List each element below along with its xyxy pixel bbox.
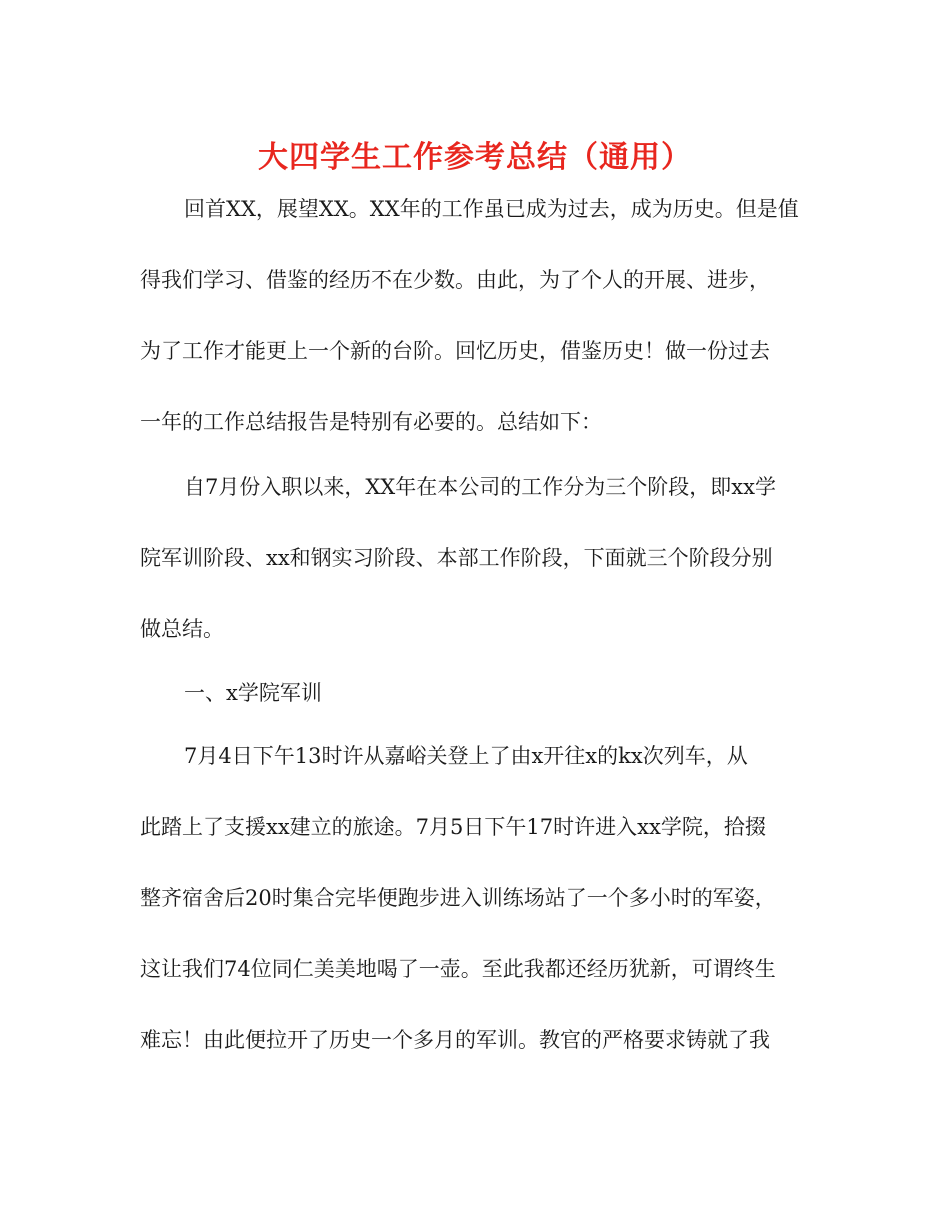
section-heading: 一、x学院军训 xyxy=(184,681,322,705)
paragraph-line: 做总结。 xyxy=(140,617,224,641)
paragraph-line: 难忘！由此便拉开了历史一个多月的军训。教官的严格要求铸就了我 xyxy=(140,1028,770,1052)
document-title: 大四学生工作参考总结（通用） xyxy=(258,140,692,175)
paragraph-line: 得我们学习、借鉴的经历不在少数。由此，为了个人的开展、进步， xyxy=(140,268,770,292)
paragraph-line: 自7月份入职以来，XX年在本公司的工作分为三个阶段，即xx学 xyxy=(184,475,776,499)
paragraph-line: 为了工作才能更上一个新的台阶。回忆历史，借鉴历史！做一份过去 xyxy=(140,339,770,363)
paragraph-line: 这让我们74位同仁美美地喝了一壶。至此我都还经历犹新，可谓终生 xyxy=(140,957,776,981)
paragraph-line: 整齐宿舍后20时集合完毕便跑步进入训练场站了一个多小时的军姿， xyxy=(140,886,776,910)
paragraph-line: 回首XX，展望XX。XX年的工作虽已成为过去，成为历史。但是值 xyxy=(184,197,799,221)
paragraph-line: 此踏上了支援xx建立的旅途。7月5日下午17时许进入xx学院，拾掇 xyxy=(140,815,766,839)
paragraph-line: 院军训阶段、xx和钢实习阶段、本部工作阶段，下面就三个阶段分别 xyxy=(140,546,773,570)
paragraph-line: 7月4日下午13时许从嘉峪关登上了由x开往x的kx次列车，从 xyxy=(184,744,748,768)
paragraph-line: 一年的工作总结报告是特别有必要的。总结如下： xyxy=(140,410,602,434)
